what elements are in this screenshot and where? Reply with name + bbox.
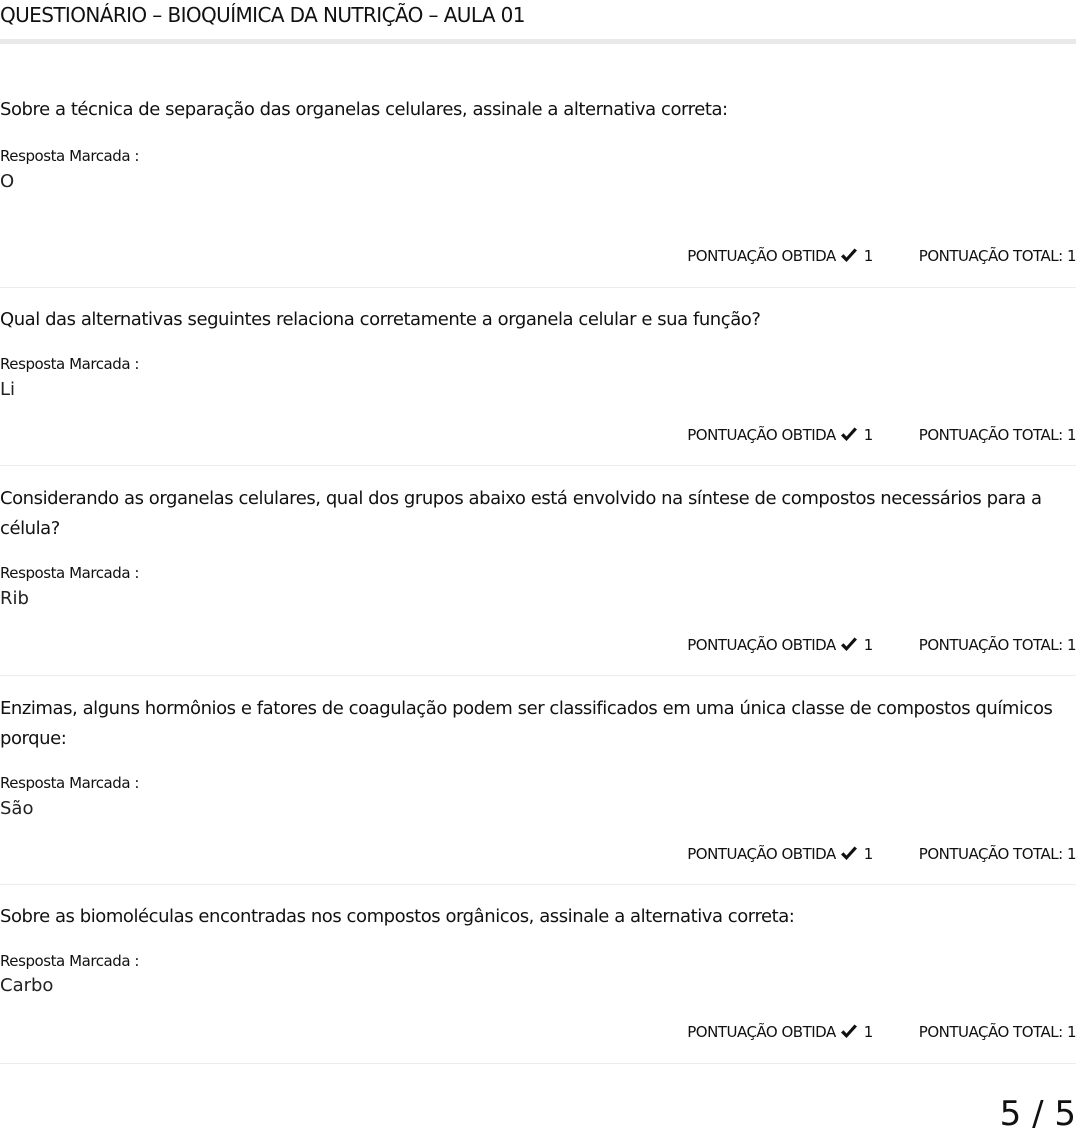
- score-obtained-label: PONTUAÇÃO OBTIDA: [687, 1023, 836, 1041]
- question-item: [0, 466, 1076, 676]
- answer-label: Resposta Marcada :: [0, 952, 139, 970]
- score-obtained-label: PONTUAÇÃO OBTIDA: [687, 426, 836, 444]
- check-icon: [840, 1024, 858, 1040]
- score-total: PONTUAÇÃO TOTAL: 1: [918, 1023, 1076, 1041]
- score-row: [687, 842, 1076, 866]
- score-obtained: [687, 247, 873, 265]
- answer-value: Li: [0, 379, 16, 400]
- question-text: Considerando as organelas celulares, qual dos grupos abaixo está envolvido na síntese de compostos necessários para a célula?: [0, 488, 1042, 539]
- answer-value: O: [0, 171, 15, 192]
- score-obtained-value: 1: [863, 247, 873, 265]
- answer-label: Resposta Marcada :: [0, 147, 139, 165]
- score-total: PONTUAÇÃO TOTAL: 1: [918, 426, 1076, 444]
- check-icon: [840, 248, 858, 264]
- score-obtained-value: 1: [863, 845, 873, 863]
- answer-value: São: [0, 798, 34, 819]
- question-text: Sobre a técnica de separação das organelas celulares, assinale a alternativa correta:: [0, 99, 728, 120]
- score-row: [687, 423, 1076, 447]
- question-text: Enzimas, alguns hormônios e fatores de coagulação podem ser classificados em uma única classe de compostos químicos porque:: [0, 698, 1053, 749]
- score-obtained: [687, 845, 873, 863]
- score-obtained-label: PONTUAÇÃO OBTIDA: [687, 636, 836, 654]
- score-obtained-label: PONTUAÇÃO OBTIDA: [687, 845, 836, 863]
- check-icon: [840, 846, 858, 862]
- check-icon: [840, 427, 858, 443]
- answer-value: Carbo: [0, 975, 54, 996]
- score-row: [687, 1020, 1076, 1044]
- page-header: [0, 0, 1076, 44]
- score-obtained-value: 1: [863, 1023, 873, 1041]
- score-obtained: [687, 426, 873, 444]
- score-obtained-value: 1: [863, 636, 873, 654]
- question-item: [0, 885, 1076, 1064]
- answer-label: Resposta Marcada :: [0, 774, 139, 792]
- answer-label: Resposta Marcada :: [0, 355, 139, 373]
- question-text: Sobre as biomoléculas encontradas nos compostos orgânicos, assinale a alternativa correta:: [0, 906, 795, 927]
- question-item: [0, 676, 1076, 885]
- score-obtained: [687, 636, 873, 654]
- score-total: PONTUAÇÃO TOTAL: 1: [918, 845, 1076, 863]
- score-row: [687, 633, 1076, 657]
- final-score: 5 / 5: [999, 1094, 1076, 1134]
- question-item: [0, 48, 1076, 288]
- page-title: QUESTIONÁRIO – BIOQUÍMICA DA NUTRIÇÃO – AULA 01: [0, 3, 525, 27]
- question-text: Qual das alternativas seguintes relaciona corretamente a organela celular e sua função?: [0, 309, 761, 330]
- check-icon: [840, 637, 858, 653]
- score-obtained-label: PONTUAÇÃO OBTIDA: [687, 247, 836, 265]
- answer-value: Rib: [0, 588, 29, 609]
- score-row: [687, 244, 1076, 268]
- score-obtained-value: 1: [863, 426, 873, 444]
- answer-label: Resposta Marcada :: [0, 564, 139, 582]
- score-total: PONTUAÇÃO TOTAL: 1: [918, 247, 1076, 265]
- score-obtained: [687, 1023, 873, 1041]
- question-item: [0, 288, 1076, 466]
- score-total: PONTUAÇÃO TOTAL: 1: [918, 636, 1076, 654]
